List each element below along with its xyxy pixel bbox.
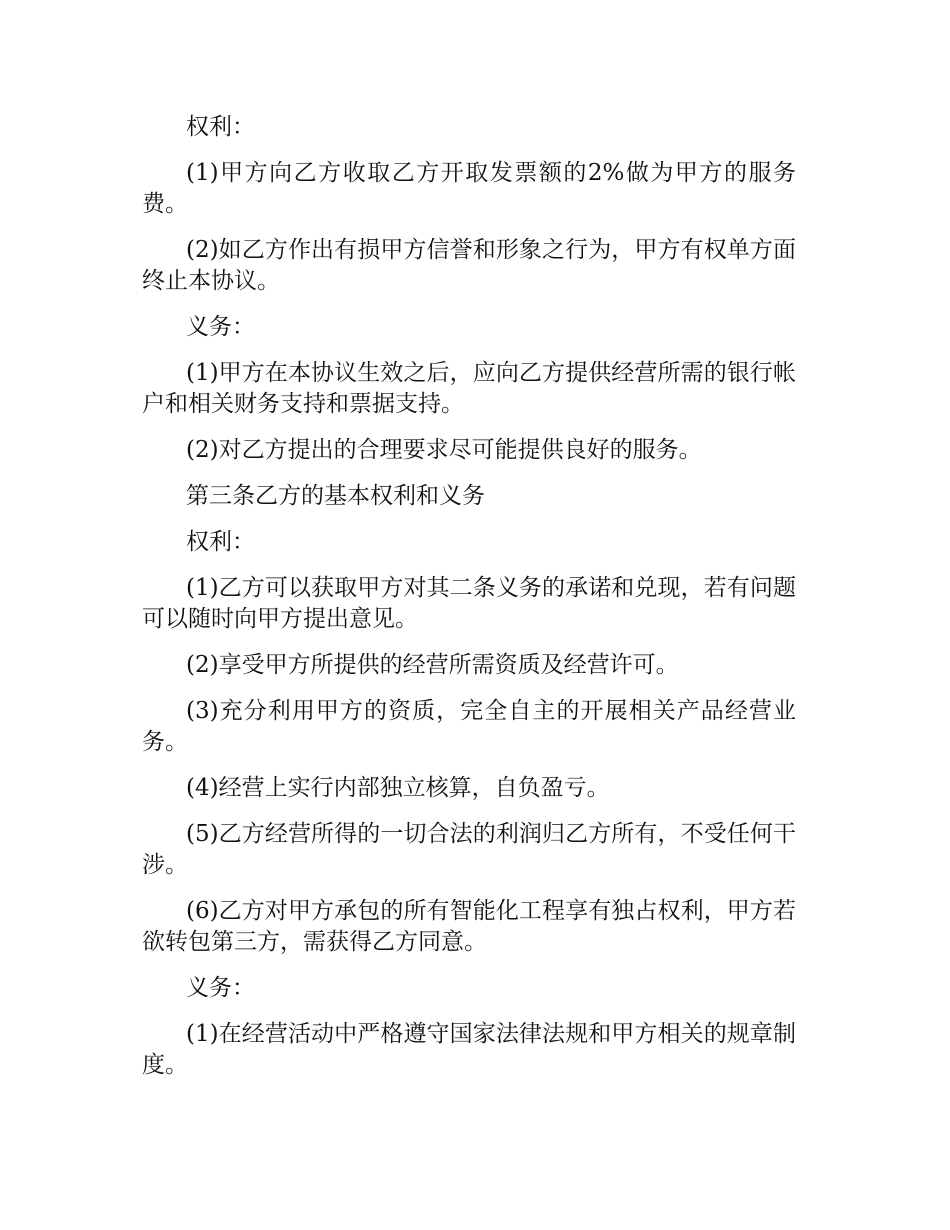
heading-obligations-party-a: 义务： <box>186 314 255 340</box>
clause-b-right-6: (6)乙方对甲方承包的所有智能化工程享有独占权利，甲方若欲转包第三方，需获得乙方同意。 <box>142 898 796 955</box>
clause-b-right-5: (5)乙方经营所得的一切合法的利润归乙方所有，不受任何干涉。 <box>142 821 796 878</box>
clause-a-obligation-2: (2)对乙方提出的合理要求尽可能提供良好的服务。 <box>186 437 702 463</box>
clause-b-right-3: (3)充分利用甲方的资质，完全自主的开展相关产品经营业务。 <box>142 698 796 755</box>
clause-b-obligation-1: (1)在经营活动中严格遵守国家法律法规和甲方相关的规章制度。 <box>142 1021 796 1078</box>
heading-rights-party-a: 权利： <box>186 114 255 140</box>
heading-obligations-party-b: 义务： <box>186 975 255 1001</box>
heading-rights-party-b: 权利： <box>186 529 255 555</box>
clause-a-right-2: (2)如乙方作出有损甲方信誉和形象之行为，甲方有权单方面终止本协议。 <box>142 237 796 294</box>
document-page <box>142 112 796 1096</box>
clause-a-obligation-1: (1)甲方在本协议生效之后，应向乙方提供经营所需的银行帐户和相关财务支持和票据支持。 <box>142 360 796 417</box>
clause-b-right-1: (1)乙方可以获取甲方对其二条义务的承诺和兑现，若有问题可以随时向甲方提出意见。 <box>142 575 796 632</box>
clause-b-right-2: (2)享受甲方所提供的经营所需资质及经营许可。 <box>186 652 679 678</box>
clause-a-right-1: (1)甲方向乙方收取乙方开取发票额的2%做为甲方的服务费。 <box>142 160 796 217</box>
clause-b-right-4: (4)经营上实行内部独立核算，自负盈亏。 <box>186 775 610 801</box>
article-3-title: 第三条乙方的基本权利和义务 <box>186 483 485 509</box>
